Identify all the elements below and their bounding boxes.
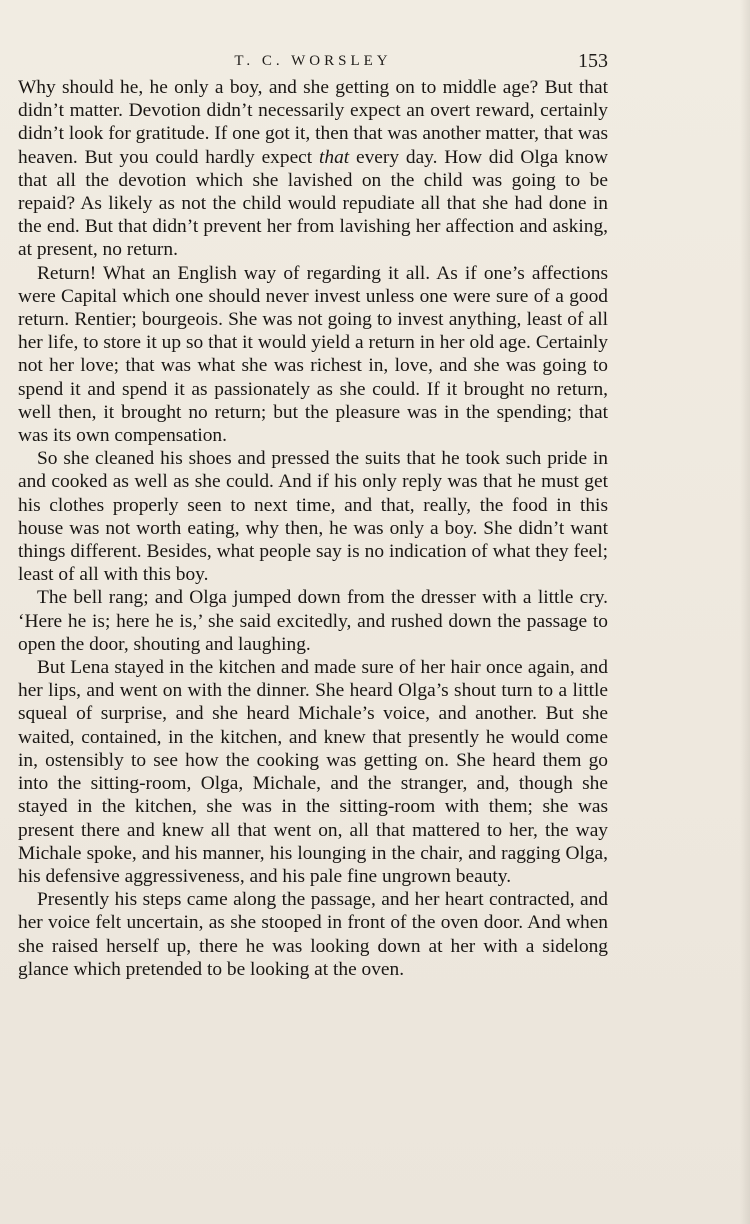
emphasized-word: that [319, 146, 350, 168]
paragraph: So she cleaned his shoes and pressed the suits that he took such pride in and cooked as well as she could. And if his only reply was that he must get his clothes properly seen to next time, and that, really, the food in this house was not worth eating, why then, he was only a boy. She didn’t want things different. Besides, what people say is no indication of what they feel; least of all with this boy. [18, 448, 608, 586]
page-header [18, 50, 608, 74]
page-number: 153 [578, 50, 608, 72]
paragraph [18, 76, 608, 262]
paragraph: But Lena stayed in the kitchen and made sure of her hair once again, and her lips, and went on with the dinner. She heard Olga’s shout turn to a little squeal of surprise, and she heard Michale’s voice, and another. But she waited, contained, in the kitchen, and knew that presently he would come in, ostensibly to see how the cooking was getting on. She heard them go into the sitting-room, Olga, Michale, and the stranger, and, though she stayed in the kitchen, she was in the sitting-room with them; she was present there and knew all that went on, all that mattered to her, the way Michale spoke, and his manner, his lounging in the chair, and ragging Olga, his defensive aggressiveness, and his pale fine ungrown beauty. [18, 657, 608, 887]
page-edge-shadow [740, 0, 750, 1224]
running-head: T. C. WORSLEY [234, 53, 392, 69]
body-text [18, 76, 608, 981]
paragraph: The bell rang; and Olga jumped down from the dresser with a little cry. ‘Here he is; here he is,’ she said excitedly, and rushed down the passage to open the door, shouting and laughing. [18, 587, 608, 655]
paragraph: Return! What an English way of regarding it all. As if one’s affections were Capital which one should never invest unless one were sure of a good return. Rentier; bourgeois. She was not going to invest anything, least of all her life, to store it up so that it would yield a return in her old age. Certainly not her love; that was what she was richest in, love, and she was going to spend it and spend it as passionately as she could. If it brought no return, well then, it brought no return; but the pleasure was in the spending; that was its own compensation. [18, 262, 608, 447]
text-run: Why should he, he only a boy, and she getting on to middle age? But that didn’t matter. Devotion didn’t necessarily expect an overt reward, certainly didn’t look for gratitude. If one got it, then that was another matter, that was heaven. But you could hardly expect [18, 77, 608, 168]
text-run: every day. How did Olga know that all the devotion which she lavished on the child was going to be repaid? As likely as not the child would repudiate all that she had done in the end. But that didn’t prevent her from lavishing her affection and asking, at present, no return. [18, 146, 609, 261]
paragraph: Presently his steps came along the passage, and her heart contracted, and her voice felt uncertain, as she stooped in front of the oven door. And when she raised herself up, there he was looking down at her with a sidelong glance which pretended to be looking at the oven. [18, 889, 608, 980]
